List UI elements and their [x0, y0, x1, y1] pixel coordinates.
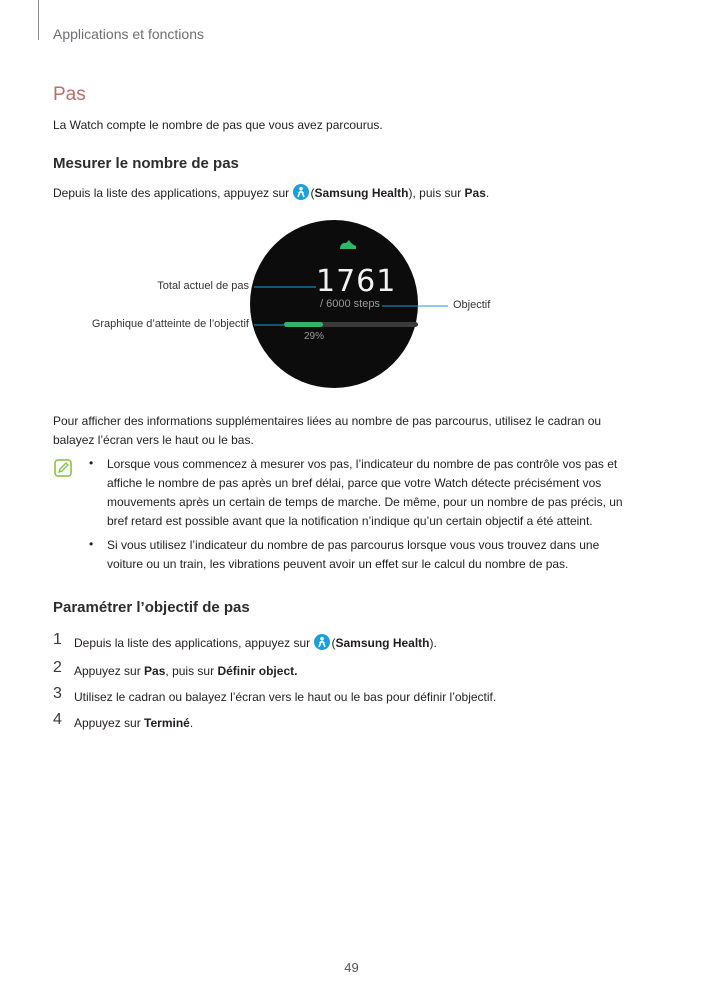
- app-name: Samsung Health: [314, 186, 409, 200]
- step-3-text: Utilisez le cadran ou balayez l’écran vers le haut ou le bas pour définir l’objectif.: [74, 690, 497, 704]
- note-pencil-icon: [54, 459, 72, 477]
- step-text: Depuis la liste des applications, appuyez sur: [74, 636, 311, 650]
- paren: (: [310, 186, 315, 200]
- label-goal-graph: Graphique d’atteinte de l’objectif: [91, 318, 249, 330]
- bold-term: Terminé: [144, 716, 190, 730]
- samsung-health-icon: [314, 634, 330, 650]
- bold-term: Définir object.: [217, 664, 298, 678]
- step-text: Appuyez sur: [74, 716, 141, 730]
- note-item-2: [107, 536, 637, 574]
- step-text: .: [189, 716, 194, 730]
- step-number: 3: [53, 685, 62, 702]
- step-text: , puis sur: [165, 664, 215, 678]
- step-2-text: [74, 661, 297, 681]
- app-name: Samsung Health: [335, 636, 430, 650]
- note-line: Si vous utilisez l’indicateur du nombre de pas parcourus lorsque vous vous trouvez dans une: [107, 538, 600, 552]
- step-goal: / 6000 steps: [320, 298, 380, 310]
- bold-term: Pas: [144, 664, 166, 678]
- bullet-dot: •: [89, 456, 94, 470]
- section-heading-goal: Paramétrer l’objectif de pas: [53, 599, 250, 616]
- label-total-steps: Total actuel de pas: [157, 280, 249, 292]
- step-4-text: [74, 713, 193, 733]
- label-goal: Objectif: [453, 299, 491, 311]
- instruction-text: Depuis la liste des applications, appuyez sur: [53, 186, 290, 200]
- step-1-text: [74, 633, 437, 653]
- step-number: 2: [53, 659, 62, 676]
- callout-lines: [0, 0, 703, 400]
- note-item-1: [107, 455, 637, 531]
- intro-text: La Watch compte le nombre de pas que vous avez parcourus.: [53, 118, 383, 132]
- punctuation: .: [485, 186, 490, 200]
- step-number: 4: [53, 711, 62, 728]
- paren: (: [331, 636, 336, 650]
- more-info-line1: Pour afficher des informations supplémentaires liées au nombre de pas parcourus, utilisez le cadran ou: [53, 414, 602, 428]
- note-line: affiche le nombre de pas après un bref délai, parce que votre Watch détecte précisément vos: [107, 476, 602, 490]
- note-line: Lorsque vous commencez à mesurer vos pas, l’indicateur du nombre de pas contrôle vos pas et: [107, 457, 618, 471]
- step-number: 1: [53, 631, 62, 648]
- note-line: mouvements après un certain de temps de marche. De même, pour un nombre de pas précis, un: [107, 495, 623, 509]
- step-text: Appuyez sur: [74, 664, 141, 678]
- page-number: 49: [344, 960, 359, 975]
- page-title: Pas: [53, 84, 86, 105]
- note-line: bref retard est possible avant que la notification n’indique qu’un certain objectif a été atteint.: [107, 514, 593, 528]
- step-count: 1761: [316, 264, 397, 299]
- section-header: Applications et fonctions: [53, 26, 204, 42]
- section-heading-measure: Mesurer le nombre de pas: [53, 155, 239, 172]
- bullet-dot: •: [89, 537, 94, 551]
- step-text: ).: [429, 636, 437, 650]
- progress-percent: 29%: [304, 331, 325, 342]
- instruction-text: ), puis sur: [408, 186, 462, 200]
- target-name: Pas: [464, 186, 486, 200]
- note-line: voiture ou un train, les vibrations peuvent avoir un effet sur le calcul du nombre de pas.: [107, 557, 569, 571]
- more-info-line2: balayez l’écran vers le haut ou le bas.: [53, 433, 254, 447]
